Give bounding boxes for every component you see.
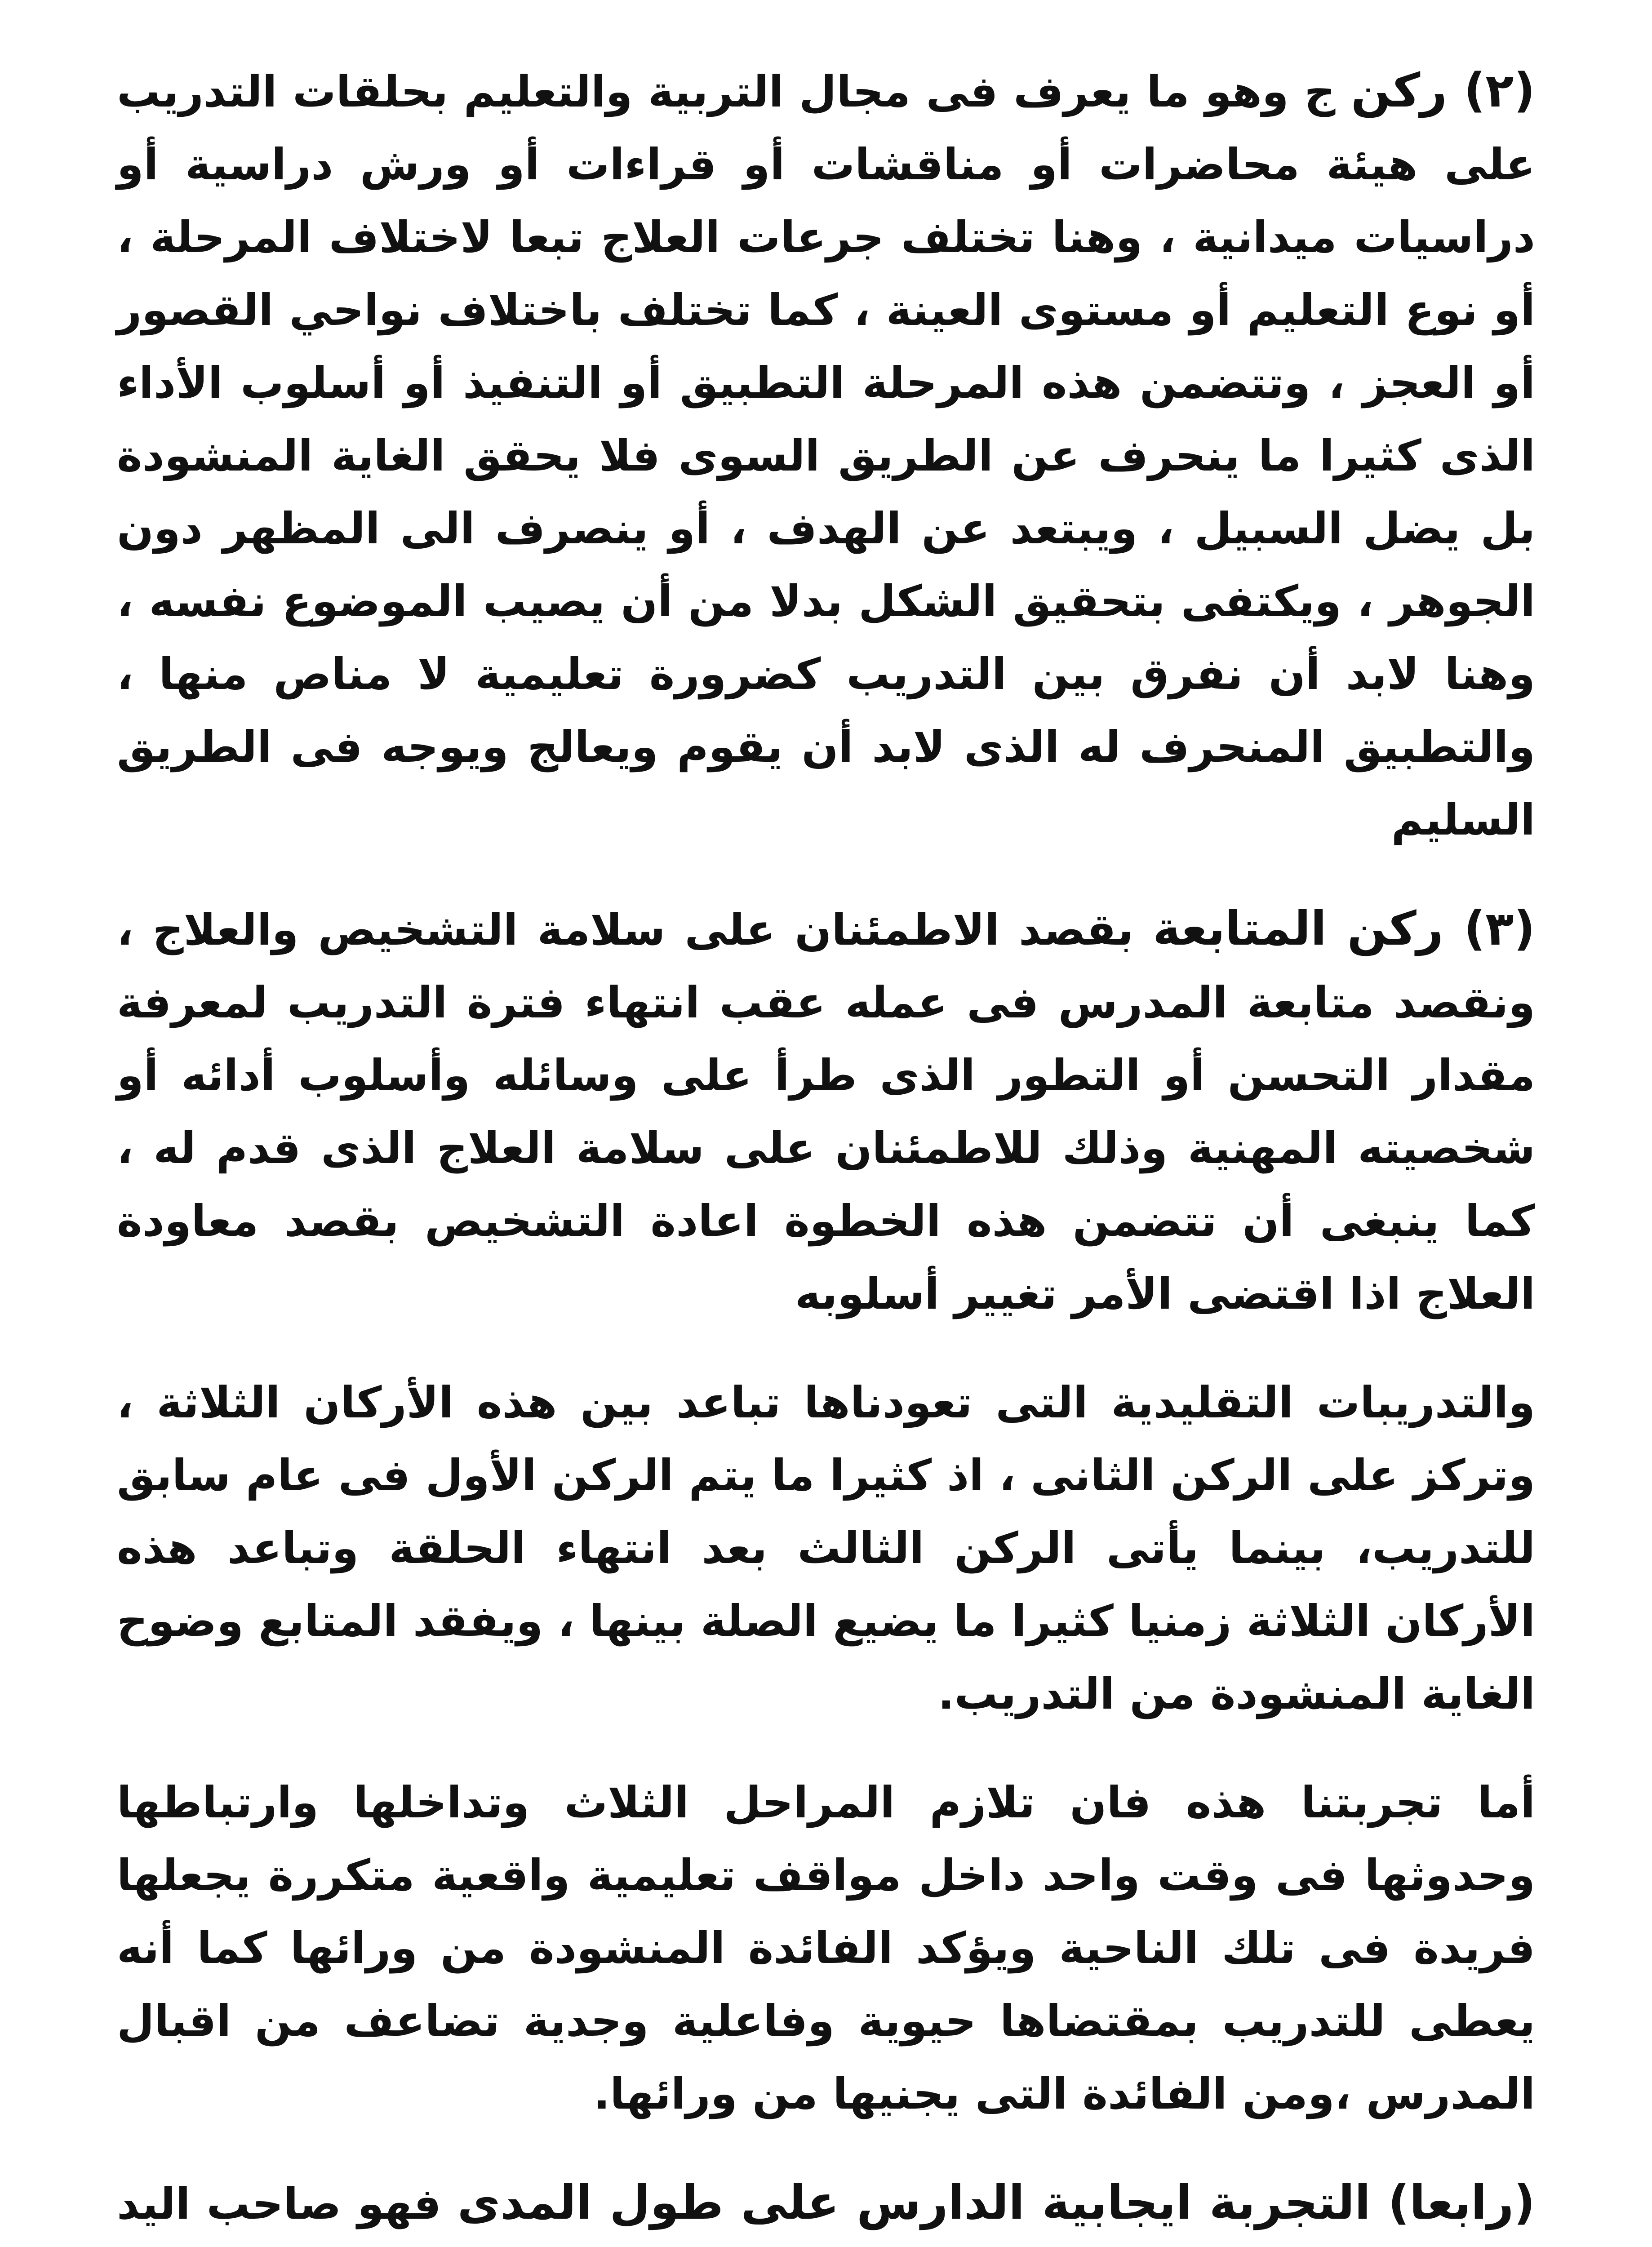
paragraph-label: (٢) ركن	[1351, 63, 1536, 118]
paragraph-text: أما تجربتنا هذه فان تلازم المراحل الثلاث وتداخلها وارتباطها وحدوثها فى وقت واحد داخل مواقف تعليمية واقعية متكررة يجعلها فريدة فى تلك الناحية ويؤكد الفائدة المنشودة من ورائها كما أنه يعطى للتدريب بمقتضاها حيوية وفاعلية وجدية تضاعف من اقبال المدرس ،ومن الفائدة التى يجنيها من ورائها.	[117, 1777, 1535, 2119]
paragraph-fourth	[117, 2166, 1535, 2247]
paragraph-traditional-training	[117, 1366, 1535, 1730]
paragraph-text: فهو صاحب اليد	[117, 2179, 441, 2229]
paragraph-text: والتدريبات التقليدية التى تعودناها تباعد بين هذه الأركان الثلاثة ، وتركز على الركن الثانى ، اذ كثيرا ما يتم الركن الأول فى عام سابق للتدريب، بينما يأتى الركن الثالث بعد انتهاء الحلقة وتباعد هذه الأركان الثلاثة زمنيا كثيرا ما يضيع الصلة بينها ، ويفقد المتابع وضوح الغاية المنشودة من التدريب.	[117, 1377, 1535, 1719]
paragraph-label: (٣) ركن المتابعة	[1153, 901, 1536, 956]
paragraph-text: ج وهو ما يعرف فى مجال التربية والتعليم بحلقات التدريب على هيئة محاضرات أو مناقشات أو قراءات أو ورش دراسية أو دراسيات ميدانية ، وهنا تختلف جرعات العلاج تبعا لاختلاف المرحلة ، أو نوع التعليم أو مستوى العينة ، كما تختلف باختلاف نواحي القصور أو العجز ، وتتضمن هذه المرحلة التطبيق أو التنفيذ أو أسلوب الأداء الذى كثيرا ما ينحرف عن الطريق السوى فلا يحقق الغاية المنشودة بل يضل السبيل ، ويبتعد عن الهدف ، أو ينصرف الى المظهر دون الجوهر ، ويكتفى بتحقيق الشكل بدلا من أن يصيب الموضوع نفسه ، وهنا لابد أن نفرق بين التدريب كضرورة تعليمية لا مناص منها ، والتطبيق المنحرف له الذى لابد أن يقوم ويعالج ويوجه فى الطريق السليم	[117, 67, 1535, 845]
paragraph-pillar-two	[117, 54, 1535, 856]
paragraph-text: بقصد الاطمئنان على سلامة التشخيص والعلاج ، ونقصد متابعة المدرس فى عمله عقب انتهاء فترة التدريب لمعرفة مقدار التحسن أو التطور الذى طرأ على وسائله وأسلوب أدائه أو شخصيته المهنية وذلك للاطمئنان على سلامة العلاج الذى قدم له ، كما ينبغى أن تتضمن هذه الخطوة اعادة التشخيص بقصد معاودة العلاج اذا اقتضى الأمر تغيير أسلوبه	[117, 905, 1535, 1319]
paragraph-label: (رابعا) التجربة ايجابية الدارس على طول المدى	[457, 2175, 1536, 2230]
paragraph-our-experiment	[117, 1766, 1535, 2130]
paragraph-pillar-three	[117, 892, 1535, 1330]
